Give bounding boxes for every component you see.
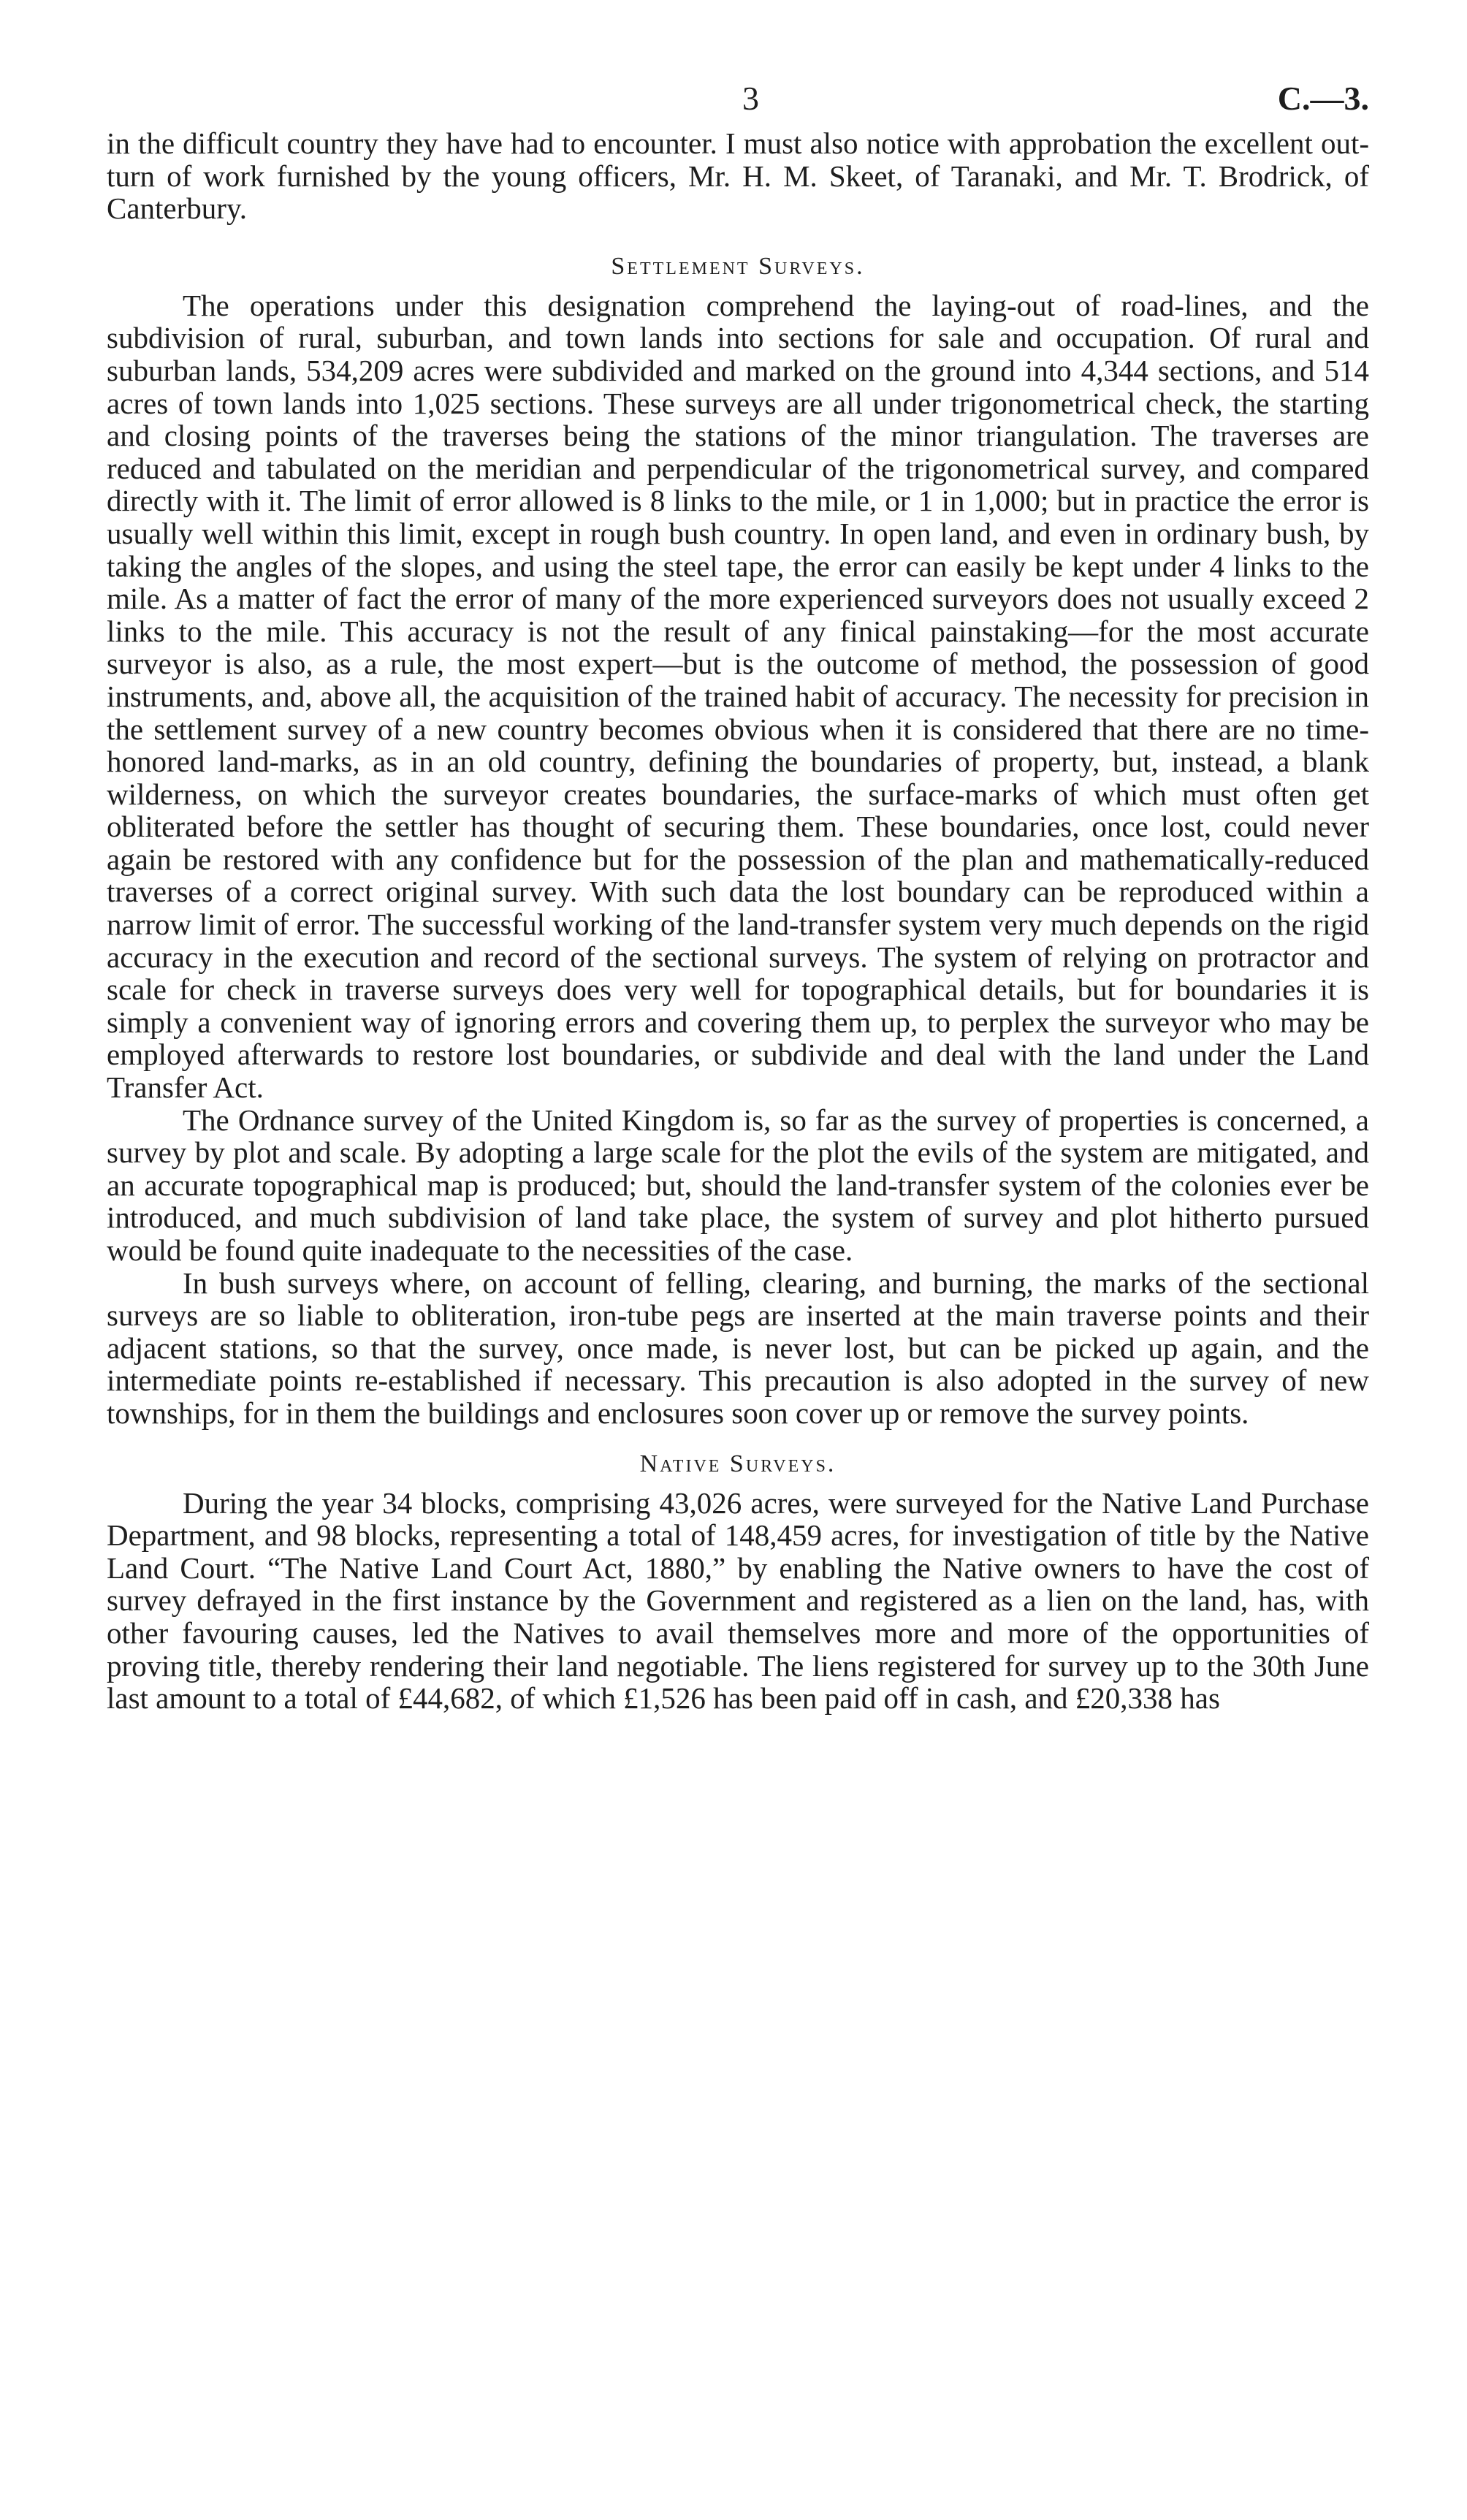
settlement-paragraph-1: The operations under this designation comprehend the laying-out of road-lines, and the subdivision of rural, suburban, and town lands into sections for sale and occupation. Of rural and suburban lands, 534,209 acres were subdivided and marked on the ground into 4,344 sections, and 514 acres of town lands into 1,025 sections. These surveys are all under trigonometrical check, the starting and closing points of the traverses being the stations of the minor triangulation. The traverses are reduced and tabulated on the meridian and perpendicular of the trigonometrical survey, and compared directly with it. The limit of error allowed is 8 links to the mile, or 1 in 1,000; but in practice the error is usually well within this limit, except in rough bush country. In open land, and even in ordinary bush, by taking the angles of the slopes, and using the steel tape, the error can easily be kept under 4 links to the mile. As a matter of fact the error of many of the more experienced surveyors does not usually exceed 2 links to the mile. This accuracy is not the result of any finical painstaking—for the most accurate surveyor is also, as a rule, the most expert—but is the outcome of method, the possession of good instruments, and, above all, the acquisition of the trained habit of accuracy. The necessity for precision in the settlement survey of a new country becomes obvious when it is considered that there are no time-honored land-marks, as in an old country, defining the boundaries of property, but, instead, a blank wilderness, on which the surveyor creates boundaries, the surface-marks of which must often get obliterated before the settler has thought of securing them. These boundaries, once lost, could never again be restored with any confidence but for the possession of the plan and mathematically-reduced traverses of a correct original survey. With such data the lost boundary can be reproduced within a narrow limit of error. The successful working of the land-transfer system very much depends on the rigid accuracy in the execution and record of the sectional surveys. The system of relying on protractor and scale for check in traverse surveys does very well for topographical details, but for boundaries it is simply a convenient way of ignoring errors and covering them up, to perplex the surveyor who may be employed afterwards to restore lost boundaries, or subdivide and deal with the land under the Land Transfer Act. [107, 288, 1369, 1105]
settlement-paragraph-3: In bush surveys where, on account of felling, clearing, and burning, the marks of the sectional surveys are so liable to obliteration, iron-tube pegs are inserted at the main traverse points and their adjacent stations, so that the survey, once made, is never lost, but can be picked up again, and the intermediate points re-established if necessary. This precaution is also adopted in the survey of new townships, for in them the buildings and enclosures soon cover up or remove the survey points. [107, 1265, 1369, 1430]
native-paragraph-1: During the year 34 blocks, comprising 43,026 acres, were surveyed for the Native Land Purchase Department, and 98 blocks, representing a total of 148,459 acres, for investigation of title by the Native Land Court. “The Native Land Court Act, 1880,” by enabling the Native owners to have the cost of survey defrayed in the first instance by the Government and registered as a lien on the land, has, with other favouring causes, led the Natives to avail themselves more and more of the opportunities of proving title, thereby rendering their land negotiable. The liens registered for survey up to the 30th June last amount to a total of £44,682, of which £1,526 has been paid off in cash, and £20,338 has [107, 1485, 1369, 1716]
page-number: 3 [742, 80, 759, 117]
document-page [107, 79, 1369, 1715]
settlement-paragraph-2: The Ordnance survey of the United Kingdom is, so far as the survey of properties is concerned, a survey by plot and scale. By adopting a large scale for the plot the evils of the system are mitigated, and an accurate topographical map is produced; but, should the land-transfer system of the colonies ever be introduced, and much subdivision of land take place, the system of survey and plot hitherto pursued would be found quite inadequate to the necessities of the case. [107, 1103, 1369, 1267]
document-reference: C.—3. [1277, 80, 1369, 117]
native-surveys-heading: Native Surveys. [639, 1450, 837, 1477]
settlement-surveys-heading: Settlement Surveys. [611, 252, 865, 280]
intro-paragraph: in the difficult country they have had to encounter. I must also notice with approbation the excellent out-turn of work furnished by the young officers, Mr. H. M. Skeet, of Taranaki, and Mr. T. Brodrick, of Canterbury. [107, 126, 1369, 226]
page-header [107, 79, 1369, 127]
